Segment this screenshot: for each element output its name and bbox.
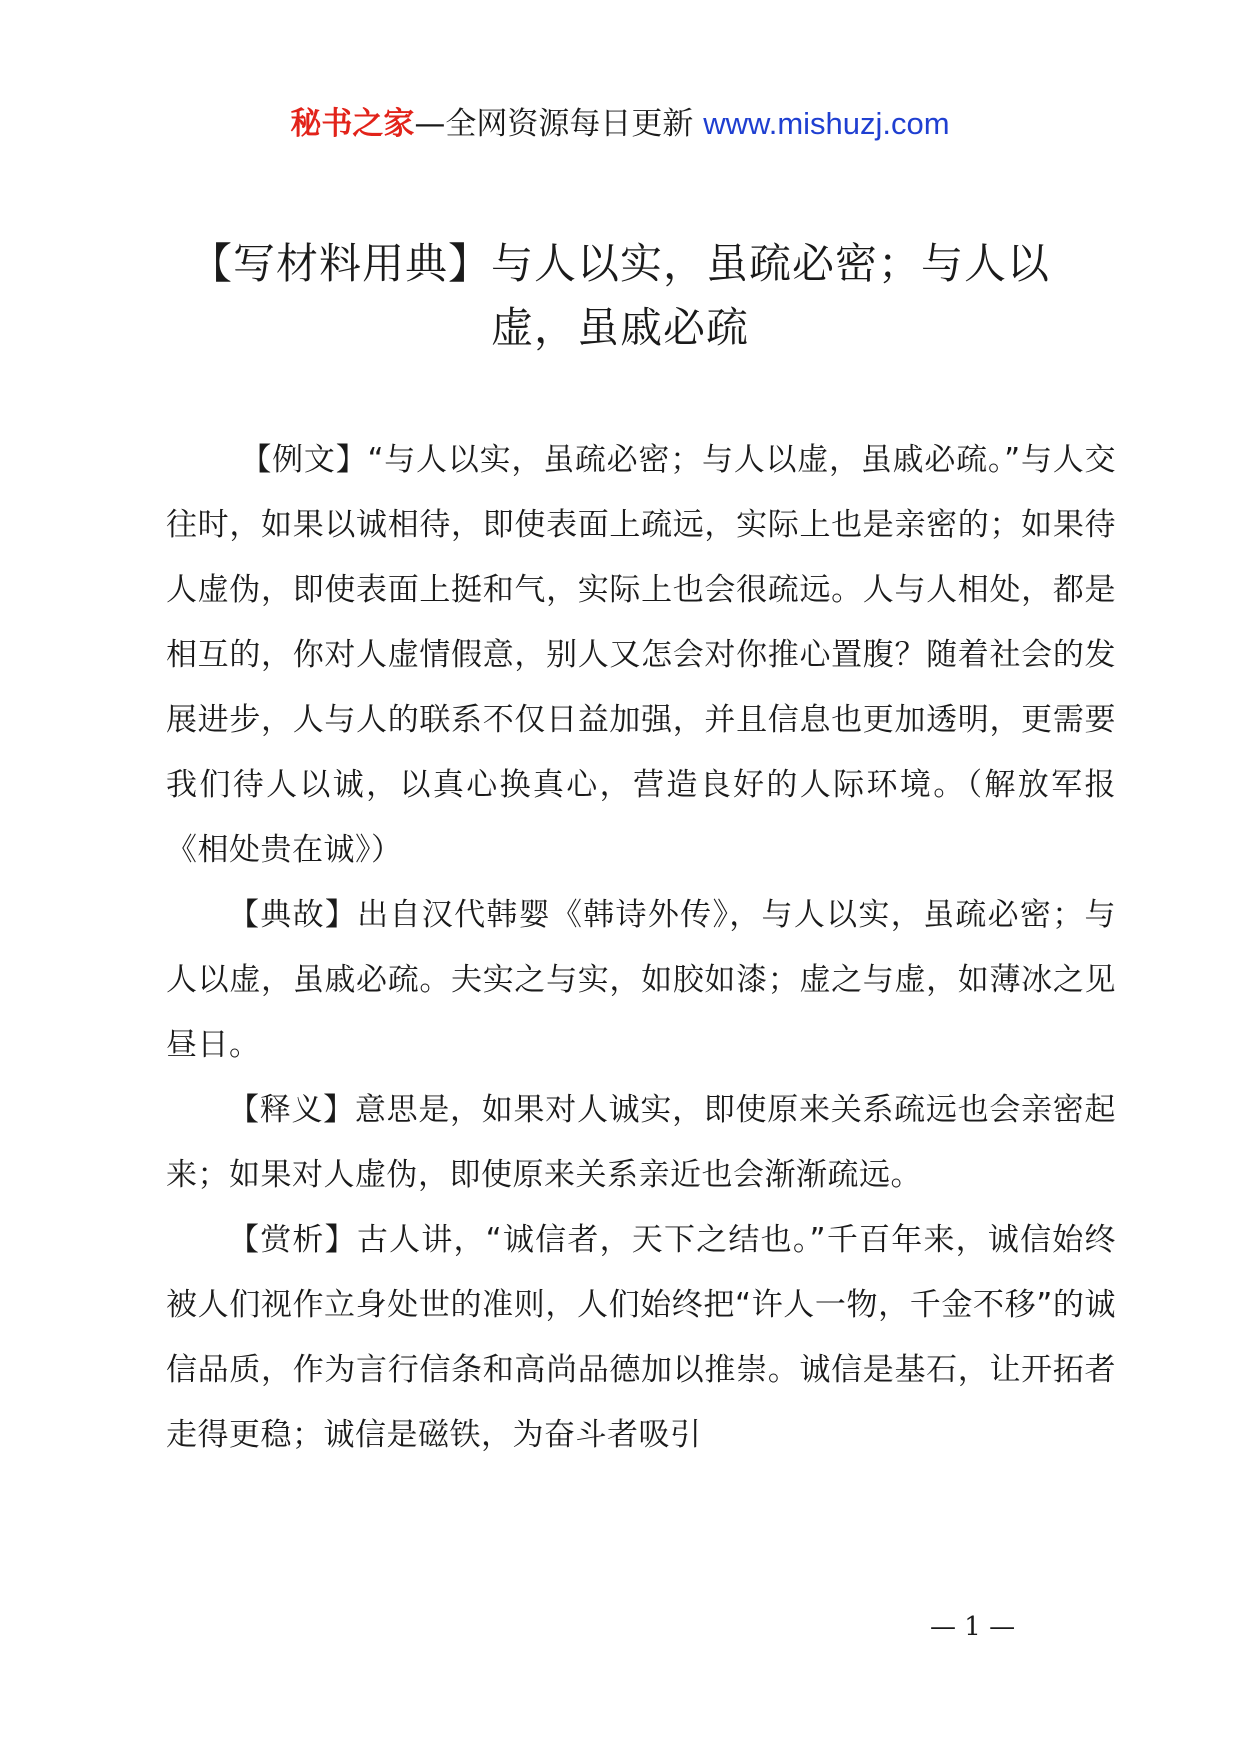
document-body	[166, 428, 1116, 1468]
brand-name: 秘书之家	[290, 106, 415, 142]
paragraph-example: 【例文】“与人以实，虽疏必密；与人以虚，虽戚必疏。”与人交往时，如果以诚相待，即使表面上疏远，实际上也是亲密的；如果待人虚伪，即使表面上挺和气，实际上也会很疏远。人与人相处，都是相互的，你对人虚情假意，别人又怎会对你推心置腹？随着社会的发展进步，人与人的联系不仅日益加强，并且信息也更加透明，更需要我们待人以诚，以真心换真心，营造良好的人际环境。（解放军报《相处贵在诚》）	[166, 442, 1116, 868]
paragraph-appreciation: 【赏析】古人讲，“诚信者，天下之结也。”千百年来，诚信始终被人们视作立身处世的准则，人们始终把“许人一物，千金不移”的诚信品质，作为言行信条和高尚品德加以推崇。诚信是基石，让开拓者走得更稳；诚信是磁铁，为奋斗者吸引	[166, 1222, 1116, 1453]
paragraph-meaning: 【释义】意思是，如果对人诚实，即使原来关系疏远也会亲密起来；如果对人虚伪，即使原来关系亲近也会渐渐疏远。	[166, 1092, 1116, 1193]
page-number: — 1 —	[930, 1612, 1016, 1642]
site-slogan: —全网资源每日更新	[414, 106, 694, 142]
document-title: 【写材料用典】与人以实，虽疏必密；与人以虚，虽戚必疏	[189, 239, 1050, 352]
site-header	[0, 96, 1240, 152]
paragraph-allusion: 【典故】出自汉代韩婴《韩诗外传》，与人以实，虽疏必密；与人以虚，虽戚必疏。夫实之与实，如胶如漆；虚之与虚，如薄冰之见昼日。	[166, 897, 1116, 1063]
site-url-link[interactable]: www.mishuzj.com	[703, 106, 950, 141]
